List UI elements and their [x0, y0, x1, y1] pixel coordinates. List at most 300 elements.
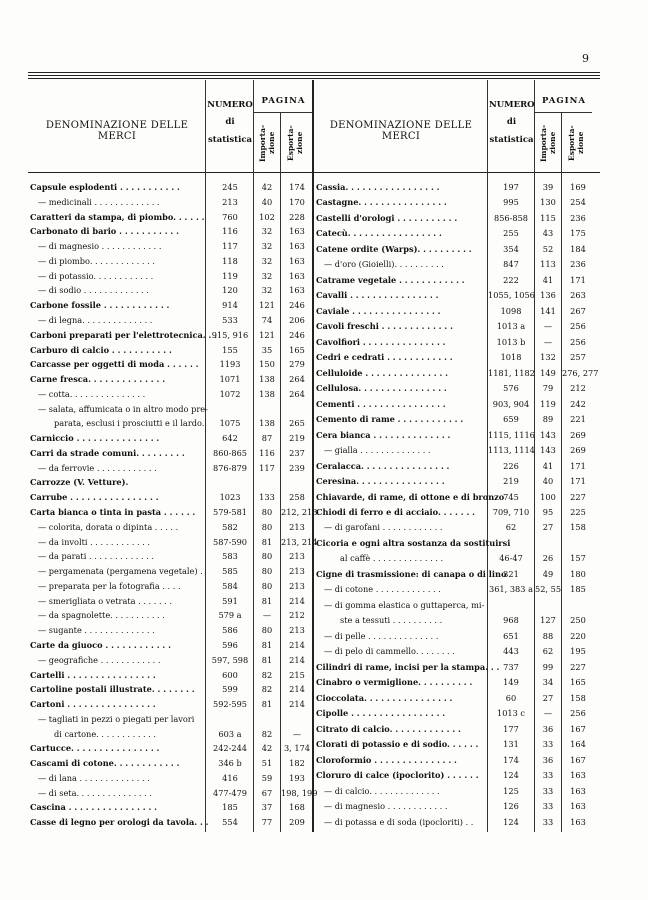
entry-import-page: 41: [542, 274, 554, 285]
di-label: di: [506, 117, 517, 127]
entry-import-page: 87: [261, 433, 273, 444]
entry-statistic-number: 124: [503, 816, 519, 827]
entry-statistic-number: 46-47: [499, 553, 523, 564]
entry-import-page: 80: [261, 566, 273, 577]
entry-statistic-number: 219: [503, 476, 519, 487]
entry-statistic-number: 443: [503, 646, 519, 657]
entry-name: Cioccolata. . . . . . . . . . . . . . . .: [316, 692, 453, 703]
entry-statistic-number: 903, 904: [492, 398, 530, 409]
entry-name: Carbonato di bario . . . . . . . . . . .: [30, 226, 179, 237]
entry-import-page: 80: [261, 625, 273, 636]
entry-import-page: 36: [542, 723, 554, 734]
entry-statistic-number: 126: [503, 801, 519, 812]
page-number: 9: [582, 52, 589, 65]
entry-statistic-number: 1013 b: [496, 336, 526, 347]
entry-import-page: 40: [261, 196, 273, 207]
entry-import-page: 130: [540, 197, 556, 208]
entry-name: Cascami di cotone. . . . . . . . . . . .: [30, 758, 180, 769]
divider: [534, 80, 535, 832]
entry-name: Carrozze (V. Vetture).: [30, 477, 129, 488]
entry-name: Chiodi di ferro e di acciaio. . . . . . .: [316, 507, 476, 517]
entry-import-page: 33: [542, 770, 554, 781]
entry-import-page: 27: [542, 692, 554, 703]
entry-import-page: 79: [542, 383, 554, 394]
entry-name: Carne fresca. . . . . . . . . . . . . .: [30, 374, 166, 385]
entry-statistic-number: 1075: [219, 418, 241, 429]
entry-export-page: 215: [289, 669, 305, 680]
entry-import-page: 81: [261, 699, 273, 710]
entry-import-page: 82: [261, 669, 273, 680]
importazione-label: Importa-zione: [539, 124, 557, 162]
entry-statistic-number: 651: [503, 630, 519, 641]
entry-import-page: 74: [261, 314, 273, 325]
entry-statistic-number: 737: [503, 661, 519, 672]
entry-name: Carri da strade comuni. . . . . . . . .: [30, 447, 185, 458]
entry-import-page: —: [543, 708, 553, 719]
entry-import-page: 80: [261, 521, 273, 532]
entry-export-page: 212, 213: [281, 507, 318, 517]
entry-statistic-number: 1018: [500, 352, 522, 363]
entry-name: — gialla . . . . . . . . . . . . . .: [324, 445, 431, 456]
entry-name: Catene ordite (Warps). . . . . . . . . .: [316, 243, 472, 254]
entry-import-page: 26: [542, 553, 554, 564]
entry-name: — preparata per la fotografia . . . .: [38, 580, 181, 591]
entry-name: — di piombo. . . . . . . . . . . . .: [38, 255, 155, 266]
entry-import-page: 138: [259, 374, 275, 385]
entry-statistic-number: 131: [503, 739, 519, 750]
entry-name: Cartoline postali illustrate. . . . . . . .: [30, 684, 195, 695]
entry-name: Castelli d'orologi . . . . . . . . . . .: [316, 212, 458, 223]
pagina-subrule: [253, 112, 312, 113]
entry-statistic-number: 119: [222, 270, 238, 281]
entry-name: Ceresina. . . . . . . . . . . . . . . .: [316, 476, 445, 487]
entry-export-page: 171: [570, 476, 586, 487]
entry-export-page: 212: [289, 610, 305, 621]
entry-export-page: 213: [289, 521, 305, 532]
entry-export-page: 163: [289, 285, 305, 296]
entry-export-page: 237: [289, 447, 305, 458]
entry-name: Clorati di potassio e di sodio. . . . . .: [316, 739, 479, 750]
entry-import-page: 80: [261, 580, 273, 591]
entry-import-page: 132: [540, 352, 556, 363]
entry-export-page: 214: [289, 639, 305, 650]
entry-statistic-number: 554: [222, 817, 238, 828]
entry-statistic-number: 245: [222, 182, 238, 192]
entry-name: Catrame vegetale . . . . . . . . . . . .: [316, 274, 465, 285]
entry-import-page: 32: [261, 255, 273, 266]
entry-export-page: 264: [289, 388, 305, 399]
entry-statistic-number: 876-879: [212, 462, 248, 473]
entry-export-page: 164: [570, 739, 586, 750]
entry-import-page: 138: [259, 388, 275, 399]
entry-name: — d'oro (Gioielli). . . . . . . . . .: [324, 259, 444, 270]
entry-name: Carniccio . . . . . . . . . . . . . . .: [30, 433, 160, 444]
entry-statistic-number: 1013 c: [496, 708, 526, 719]
entry-export-page: 214: [289, 699, 305, 710]
column-title-left: DENOMINAZIONE DELLE MERCI: [45, 120, 189, 142]
entry-import-page: 67: [261, 787, 273, 798]
entry-statistic-number: 709, 710: [492, 507, 530, 517]
entry-name: Carbone fossile . . . . . . . . . . . .: [30, 300, 170, 311]
di-label: di: [225, 117, 235, 127]
entry-name: Cellulosa. . . . . . . . . . . . . . . .: [316, 383, 447, 394]
entry-import-page: 150: [259, 359, 275, 370]
entry-export-page: 214: [289, 654, 305, 665]
entry-name: Carboni preparati per l'elettrotecnica. . .: [30, 329, 218, 340]
entry-statistic-number: 116: [222, 226, 238, 237]
entry-statistic-number: 597, 598: [211, 654, 249, 665]
entry-export-page: 170: [289, 196, 305, 207]
pagina-label: PAGINA: [542, 96, 586, 106]
entry-export-page: 246: [289, 329, 305, 340]
entry-export-page: 175: [570, 228, 586, 239]
entry-import-page: 95: [542, 507, 554, 517]
entry-statistic-number: 642: [222, 433, 238, 444]
entry-export-page: 198, 199: [281, 787, 318, 798]
entry-name: Cloruro di calce (ipoclorito) . . . . . .: [316, 770, 479, 781]
entry-import-page: 88: [542, 630, 554, 641]
entry-statistic-number: 582: [222, 521, 238, 532]
entry-name: Caviale . . . . . . . . . . . . . . . .: [316, 305, 441, 316]
entry-name: — da parati . . . . . . . . . . . . .: [38, 551, 155, 562]
entry-statistic-number: 584: [222, 580, 238, 591]
entry-import-page: 149: [540, 367, 556, 378]
entry-statistic-number: 197: [503, 182, 519, 192]
entry-name: Cartoni . . . . . . . . . . . . . . . .: [30, 699, 156, 710]
entry-name: Citrato di calcio. . . . . . . . . . . . .: [316, 723, 461, 734]
entry-export-page: 228: [289, 211, 305, 222]
entry-name: Cinabro o vermiglione. . . . . . . . . .: [316, 677, 473, 688]
entry-export-page: 174: [289, 182, 305, 192]
entry-name: Carburo di calcio . . . . . . . . . . .: [30, 344, 172, 355]
entry-export-page: 163: [570, 785, 586, 796]
entry-export-page: 246: [289, 300, 305, 311]
entry-name: — pergamenata (pergamena vegetale) .: [38, 566, 203, 577]
entry-import-page: 80: [261, 551, 273, 562]
entry-import-page: 81: [261, 654, 273, 665]
entry-export-page: 214: [289, 595, 305, 606]
entry-name: — da ferrovie . . . . . . . . . . . .: [38, 462, 157, 473]
entry-export-page: 213, 214: [281, 536, 318, 547]
top-rule-3: [28, 78, 600, 79]
divider: [487, 80, 488, 832]
entry-import-page: 43: [542, 228, 554, 239]
entry-export-page: 214: [289, 684, 305, 695]
entry-export-page: 171: [570, 460, 586, 471]
entry-name: Carta bianca o tinta in pasta . . . . . .: [30, 507, 196, 517]
entry-export-page: 3, 174: [283, 743, 311, 754]
entry-import-page: 27: [542, 522, 554, 533]
entry-statistic-number: 1181, 1182: [488, 367, 535, 378]
entry-name: — smerigliata o vetrata . . . . . . .: [38, 595, 172, 606]
entry-export-page: 165: [570, 677, 586, 688]
entry-statistic-number: 1013 a: [496, 321, 526, 332]
entry-statistic-number: 533: [222, 314, 238, 325]
entry-import-page: 80: [261, 507, 273, 517]
entry-import-page: 32: [261, 241, 273, 252]
entry-import-page: 136: [540, 290, 556, 301]
entry-name: — di potassa e di soda (ipocloriti) . .: [324, 816, 474, 827]
top-rule-2: [28, 75, 600, 76]
entry-export-page: 264: [289, 374, 305, 385]
entry-statistic-number: 185: [222, 802, 238, 813]
entry-statistic-number: 603 a: [218, 728, 242, 739]
entry-export-page: 263: [570, 290, 586, 301]
entry-statistic-number: 915, 916: [211, 329, 249, 340]
entry-statistic-number: 222: [503, 274, 519, 285]
entry-export-page: 193: [289, 772, 305, 783]
entry-statistic-number: 583: [222, 551, 238, 562]
entry-import-page: 100: [540, 491, 556, 502]
entry-statistic-number: 968: [503, 615, 519, 626]
entry-export-page: 236: [570, 259, 586, 270]
entry-statistic-number: 591: [222, 595, 238, 606]
entry-export-page: 213: [289, 566, 305, 577]
entry-name: — da spagnolette. . . . . . . . . . .: [38, 610, 165, 621]
entry-import-page: 138: [259, 418, 275, 429]
entry-import-page: 82: [261, 728, 273, 739]
entry-statistic-number: 149: [503, 677, 519, 688]
entry-statistic-number: 600: [222, 669, 238, 680]
entry-import-page: 115: [540, 212, 556, 223]
column-title-right: DENOMINAZIONE DELLE MERCI: [329, 120, 473, 142]
entry-export-page: 213: [289, 580, 305, 591]
entry-import-page: 32: [261, 226, 273, 237]
entry-import-page: —: [262, 610, 272, 621]
entry-name: Cartucce. . . . . . . . . . . . . . . .: [30, 743, 160, 754]
entry-name: al caffè . . . . . . . . . . . . . .: [340, 553, 444, 564]
entry-statistic-number: 576: [503, 383, 519, 394]
entry-import-page: 133: [259, 492, 275, 503]
entry-name: Cascina . . . . . . . . . . . . . . . .: [30, 802, 157, 813]
entry-statistic-number: 255: [503, 228, 519, 239]
entry-statistic-number: 321: [503, 568, 519, 579]
entry-statistic-number: 1072: [219, 388, 241, 399]
entry-export-page: 184: [570, 243, 586, 254]
entry-import-page: 119: [540, 398, 556, 409]
entry-export-page: 171: [570, 274, 586, 285]
entry-import-page: 62: [542, 646, 554, 657]
entry-statistic-number: 124: [503, 770, 519, 781]
entry-import-page: 143: [540, 429, 556, 440]
entry-name: — sugante . . . . . . . . . . . . . .: [38, 625, 155, 636]
entry-name: Cavolfiori . . . . . . . . . . . . . . .: [316, 336, 446, 347]
entry-export-page: 206: [289, 314, 305, 325]
entry-name: Celluloide . . . . . . . . . . . . . . .: [316, 367, 449, 378]
entry-export-page: 258: [289, 492, 305, 503]
entry-statistic-number: 592-595: [212, 699, 248, 710]
header-bottom-rule: [28, 172, 600, 173]
entry-statistic-number: 242-244: [212, 743, 248, 754]
entry-name: — di gomma elastica o guttaperca, mi-: [324, 599, 485, 610]
entry-export-page: 250: [570, 615, 586, 626]
entry-import-page: —: [543, 336, 553, 347]
entry-export-page: 213: [289, 551, 305, 562]
entry-statistic-number: 760: [222, 211, 238, 222]
entry-statistic-number: 117: [222, 241, 238, 252]
entry-name: Chiavarde, di rame, di ottone e di bronzo: [316, 491, 505, 502]
entry-import-page: 52, 55: [535, 584, 562, 595]
entry-export-page: 227: [570, 491, 586, 502]
entry-export-page: 265: [289, 418, 305, 429]
entry-import-page: 141: [540, 305, 556, 316]
entry-export-page: 169: [570, 182, 586, 192]
numero-label: NUMERO: [207, 100, 253, 110]
entry-name: Cartelli . . . . . . . . . . . . . . . .: [30, 669, 156, 680]
entry-name: Cera bianca . . . . . . . . . . . . . .: [316, 429, 451, 440]
entry-export-page: 167: [570, 723, 586, 734]
entry-statistic-number: 60: [505, 692, 517, 703]
entry-import-page: 81: [261, 536, 273, 547]
entry-name: — cotta. . . . . . . . . . . . . . .: [38, 388, 146, 399]
entry-statistic-number: 659: [503, 414, 519, 425]
entry-statistic-number: 579 a: [218, 610, 242, 621]
entry-export-page: 209: [289, 817, 305, 828]
entry-name: Cipolle . . . . . . . . . . . . . . . . .: [316, 708, 446, 719]
entry-export-page: 242: [570, 398, 586, 409]
entry-export-page: 182: [289, 758, 305, 769]
entry-export-page: 185: [570, 584, 586, 595]
entry-export-page: 279: [289, 359, 305, 370]
entry-statistic-number: 1071: [219, 374, 241, 385]
esportazione-label: Esporta-zione: [567, 125, 585, 161]
entry-import-page: 127: [540, 615, 556, 626]
entry-name: Cilindri di rame, incisi per la stampa. . .: [316, 661, 500, 672]
entry-name: Cedri e cedrati . . . . . . . . . . . .: [316, 352, 453, 363]
entry-name: — di cotone . . . . . . . . . . . . .: [324, 584, 441, 595]
entry-statistic-number: 596: [222, 639, 238, 650]
entry-export-page: 168: [289, 802, 305, 813]
entry-statistic-number: 174: [503, 754, 519, 765]
entry-import-page: 32: [261, 270, 273, 281]
entry-statistic-number: 416: [222, 772, 238, 783]
entry-name: parata, esclusi i prosciutti e il lardo.: [54, 418, 205, 429]
entry-export-page: 276, 277: [562, 367, 599, 378]
entry-statistic-number: 585: [222, 566, 238, 577]
entry-import-page: 81: [261, 595, 273, 606]
statistica-label: statistica: [489, 135, 534, 145]
entry-statistic-number: 226: [503, 460, 519, 471]
entry-name: Cemento di rame . . . . . . . . . . . .: [316, 414, 464, 425]
entry-import-page: 99: [542, 661, 554, 672]
entry-statistic-number: 155: [222, 344, 238, 355]
entry-import-page: 42: [261, 743, 273, 754]
entry-name: Cementi . . . . . . . . . . . . . . . .: [316, 398, 446, 409]
entry-statistic-number: 599: [222, 684, 238, 695]
entry-statistic-number: 586: [222, 625, 238, 636]
entry-export-page: 225: [570, 507, 586, 517]
entry-statistic-number: 745: [503, 491, 519, 502]
entry-statistic-number: 361, 383 a: [489, 584, 533, 595]
entry-export-page: 167: [570, 754, 586, 765]
entry-import-page: 34: [542, 677, 554, 688]
entry-import-page: 121: [259, 300, 275, 311]
entry-export-page: 158: [570, 522, 586, 533]
entry-export-page: 163: [570, 770, 586, 781]
entry-export-page: 212: [570, 383, 586, 394]
entry-export-page: 163: [289, 241, 305, 252]
pagina-label: PAGINA: [261, 96, 306, 106]
entry-name: — di pelo di cammello. . . . . . . .: [324, 646, 455, 657]
entry-export-page: 269: [570, 445, 586, 456]
entry-import-page: 121: [259, 329, 275, 340]
entry-name: — di pelle . . . . . . . . . . . . . .: [324, 630, 439, 641]
entry-statistic-number: 354: [503, 243, 519, 254]
entry-export-page: 227: [570, 661, 586, 672]
entry-name: — tagliati in pezzi o piegati per lavori: [38, 713, 195, 724]
entry-import-page: 41: [542, 460, 554, 471]
entry-import-page: 102: [259, 211, 275, 222]
entry-statistic-number: 1115, 1116: [488, 429, 535, 440]
entry-name: — di seta. . . . . . . . . . . . . . .: [38, 787, 152, 798]
entry-import-page: 89: [542, 414, 554, 425]
entry-import-page: 81: [261, 639, 273, 650]
entry-export-page: 269: [570, 429, 586, 440]
entry-name: — di lana . . . . . . . . . . . . . .: [38, 772, 150, 783]
entry-import-page: —: [543, 321, 553, 332]
entry-export-page: —: [292, 728, 302, 739]
entry-name: Cavalli . . . . . . . . . . . . . . . .: [316, 290, 439, 301]
entry-statistic-number: 177: [503, 723, 519, 734]
entry-name: Capsule esplodenti . . . . . . . . . . .: [30, 182, 180, 192]
entry-export-page: 158: [570, 692, 586, 703]
entry-export-page: 163: [289, 270, 305, 281]
entry-name: Cicoria e ogni altra sostanza da sostituirsi: [316, 537, 511, 548]
entry-name: — di potassio. . . . . . . . . . . .: [38, 270, 154, 281]
statistica-label: statistica: [208, 135, 252, 145]
entry-name: — da involti . . . . . . . . . . . .: [38, 536, 150, 547]
entry-name: Ceralacca. . . . . . . . . . . . . . . .: [316, 460, 450, 471]
entry-import-page: 82: [261, 684, 273, 695]
entry-statistic-number: 1098: [500, 305, 522, 316]
entry-export-page: 254: [570, 197, 586, 208]
importazione-label: Importa-zione: [258, 124, 276, 162]
entry-statistic-number: 847: [503, 259, 519, 270]
entry-name: Carte da giuoco . . . . . . . . . . . .: [30, 639, 171, 650]
entry-export-page: 257: [570, 352, 586, 363]
entry-import-page: 35: [261, 344, 273, 355]
entry-export-page: 213: [289, 625, 305, 636]
entry-name: Carcasse per oggetti di moda . . . . . .: [30, 359, 199, 370]
entry-name: — colorita, dorata o dipinta . . . . .: [38, 521, 179, 532]
numero-label: NUMERO: [489, 100, 535, 110]
entry-name: Cassia. . . . . . . . . . . . . . . . .: [316, 182, 440, 192]
entry-export-page: 221: [570, 414, 586, 425]
entry-statistic-number: 1055, 1056: [488, 290, 535, 301]
entry-statistic-number: 118: [222, 255, 238, 266]
entry-import-page: 117: [259, 462, 275, 473]
entry-export-page: 157: [570, 553, 586, 564]
entry-import-page: 113: [540, 259, 556, 270]
entry-name: Castagne. . . . . . . . . . . . . . . .: [316, 197, 447, 208]
entry-statistic-number: 1023: [219, 492, 241, 503]
entry-name: — di magnesio . . . . . . . . . . . .: [38, 241, 162, 252]
entry-statistic-number: 1113, 1114: [488, 445, 535, 456]
entry-name: Cigne di trasmissione: di canapa o di lino: [316, 568, 507, 579]
entry-name: Cloroformio . . . . . . . . . . . . . . .: [316, 754, 457, 765]
entry-statistic-number: 125: [503, 785, 519, 796]
entry-import-page: 116: [259, 447, 275, 458]
entry-name: — salata, affumicata o in altro modo pre-: [38, 403, 208, 414]
entry-import-page: 77: [261, 817, 273, 828]
entry-name: Catecù. . . . . . . . . . . . . . . . .: [316, 228, 442, 239]
entry-name: Casse di legno per orologi da tavola. . .: [30, 817, 209, 828]
entry-statistic-number: 579-581: [212, 507, 248, 517]
entry-export-page: 163: [289, 226, 305, 237]
entry-statistic-number: 587-590: [212, 536, 248, 547]
entry-statistic-number: 995: [503, 197, 519, 208]
esportazione-label: Esporta-zione: [286, 125, 304, 161]
